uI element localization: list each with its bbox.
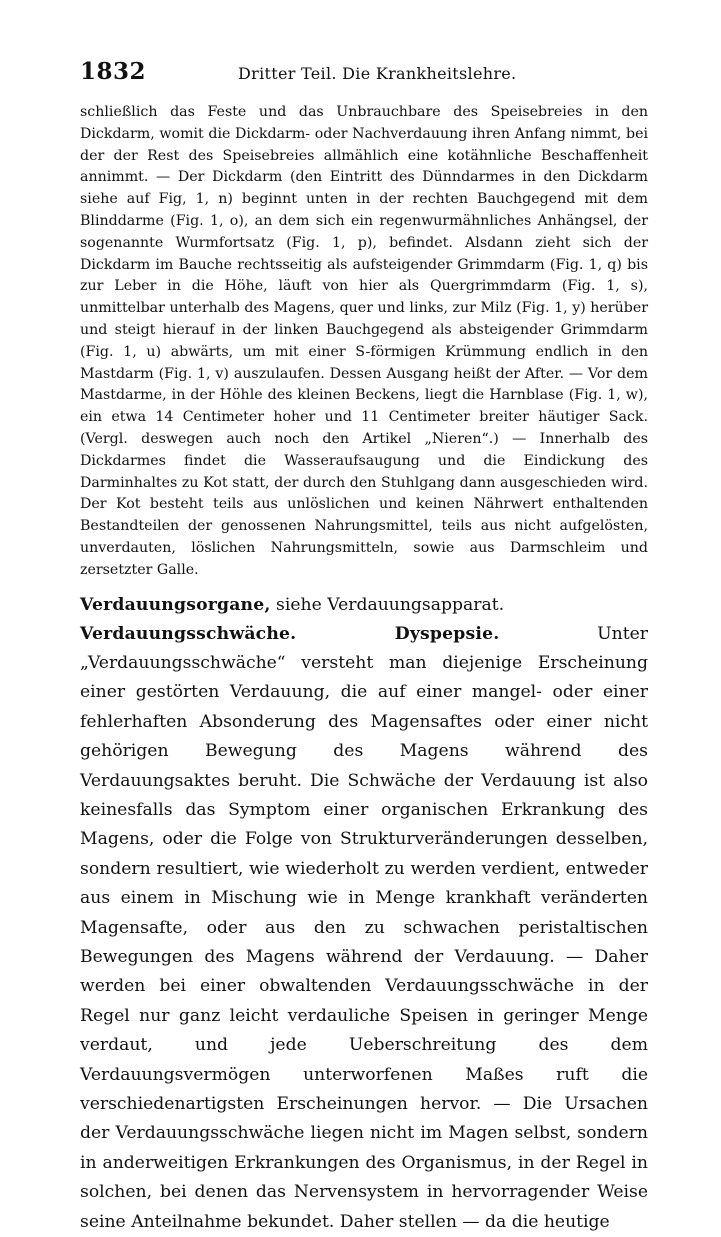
continuation-block: [80, 102, 648, 582]
page-number: 1832: [80, 58, 147, 85]
book-page: [80, 58, 648, 1237]
headword-verdauungsorgane: Verdauungsorgane,: [80, 594, 271, 615]
entry-verdauungsschwaeche: [80, 620, 648, 1237]
entry-verdauungsorgane: [80, 590, 648, 620]
cross-reference-text: siehe Verdauungsapparat.: [276, 594, 505, 615]
running-title: Dritter Teil. Die Krankheitslehre.: [238, 64, 517, 83]
running-head: [80, 58, 648, 98]
verdauungsschwaeche-paragraph: [80, 620, 648, 1237]
headword-verdauungsschwaeche: Verdauungsschwäche. Dyspepsie.: [80, 623, 500, 644]
continuation-paragraph: schließlich das Feste und das Unbrauchbare des Speisebreies in den Dickdarm, womit die Dickdarm- oder Nachverdauung ihren Anfang nimmt, bei der der Rest des Speisebreies allmählich eine kotähnliche Beschaffenheit annimmt. — Der Dickdarm (den Eintritt des Dünndarmes in den Dickdarm siehe auf Fig, 1, n) beginnt unten in der rechten Bauchgegend mit dem Blinddarme (Fig. 1, o), an dem sich ein regenwurmähnliches Anhängsel, der sogenannte Wurmfortsatz (Fig. 1, p), befindet. Alsdann zieht sich der Dickdarm im Bauche rechtsseitig als aufsteigender Grimmdarm (Fig. 1, q) bis zur Leber in die Höhe, läuft von hier als Quergrimmdarm (Fig. 1, s), unmittelbar unterhalb des Magens, quer und links, zur Milz (Fig. 1, y) herüber und steigt hierauf in der linken Bauchgegend als absteigender Grimmdarm (Fig. 1, u) abwärts, um mit einer S-förmigen Krümmung endlich in den Mastdarm (Fig. 1, v) auszulaufen. Dessen Ausgang heißt der After. — Vor dem Mastdarme, in der Höhle des kleinen Beckens, liegt die Harnblase (Fig. 1, w), ein etwa 14 Centimeter hoher und 11 Centimeter breiter häutiger Sack. (Vergl. deswegen auch noch den Artikel „Nieren“.) — Innerhalb des Dickdarmes findet die Wasseraufsaugung und die Eindickung des Darminhaltes zu Kot statt, der durch den Stuhlgang dann ausgeschieden wird. Der Kot besteht teils aus unlöslichen und keinen Nährwert enthaltenden Bestandteilen der genossenen Nahrungsmittel, teils aus nicht aufgelösten, unverdauten, löslichen Nahrungsmitteln, sowie aus Darmschleim und zersetzter Galle.: [80, 104, 648, 578]
verdauungsschwaeche-text: Unter „Verdauungsschwäche“ versteht man diejenige Erscheinung einer gestörten Verdauung, die auf einer mangel- oder einer fehlerhaften Absonderung des Magensaftes oder einer nicht gehörigen Bewegung des Magens während des Verdauungsaktes beruht. Die Schwäche der Verdauung ist also keinesfalls das Symptom einer organischen Erkrankung des Magens, oder die Folge von Strukturveränderungen desselben, sondern resultiert, wie wiederholt zu werden verdient, entweder aus einem in Mischung wie in Menge krankhaft veränderten Magensafte, oder aus den zu schwachen peristaltischen Bewegungen des Magens während der Verdauung. — Daher werden bei einer obwaltenden Verdauungsschwäche in der Regel nur ganz leicht verdauliche Speisen in geringer Menge verdaut, und jede Ueberschreitung des dem Verdauungsvermögen unterworfenen Maßes ruft die verschiedenartigsten Erscheinungen hervor. — Die Ursachen der Verdauungsschwäche liegen nicht im Magen selbst, sondern in anderweitigen Erkrankungen des Organismus, in der Regel in solchen, bei denen das Nervensystem in hervorragender Weise seine Anteilnahme bekundet. Daher stellen — da die heutige: [80, 623, 649, 1232]
